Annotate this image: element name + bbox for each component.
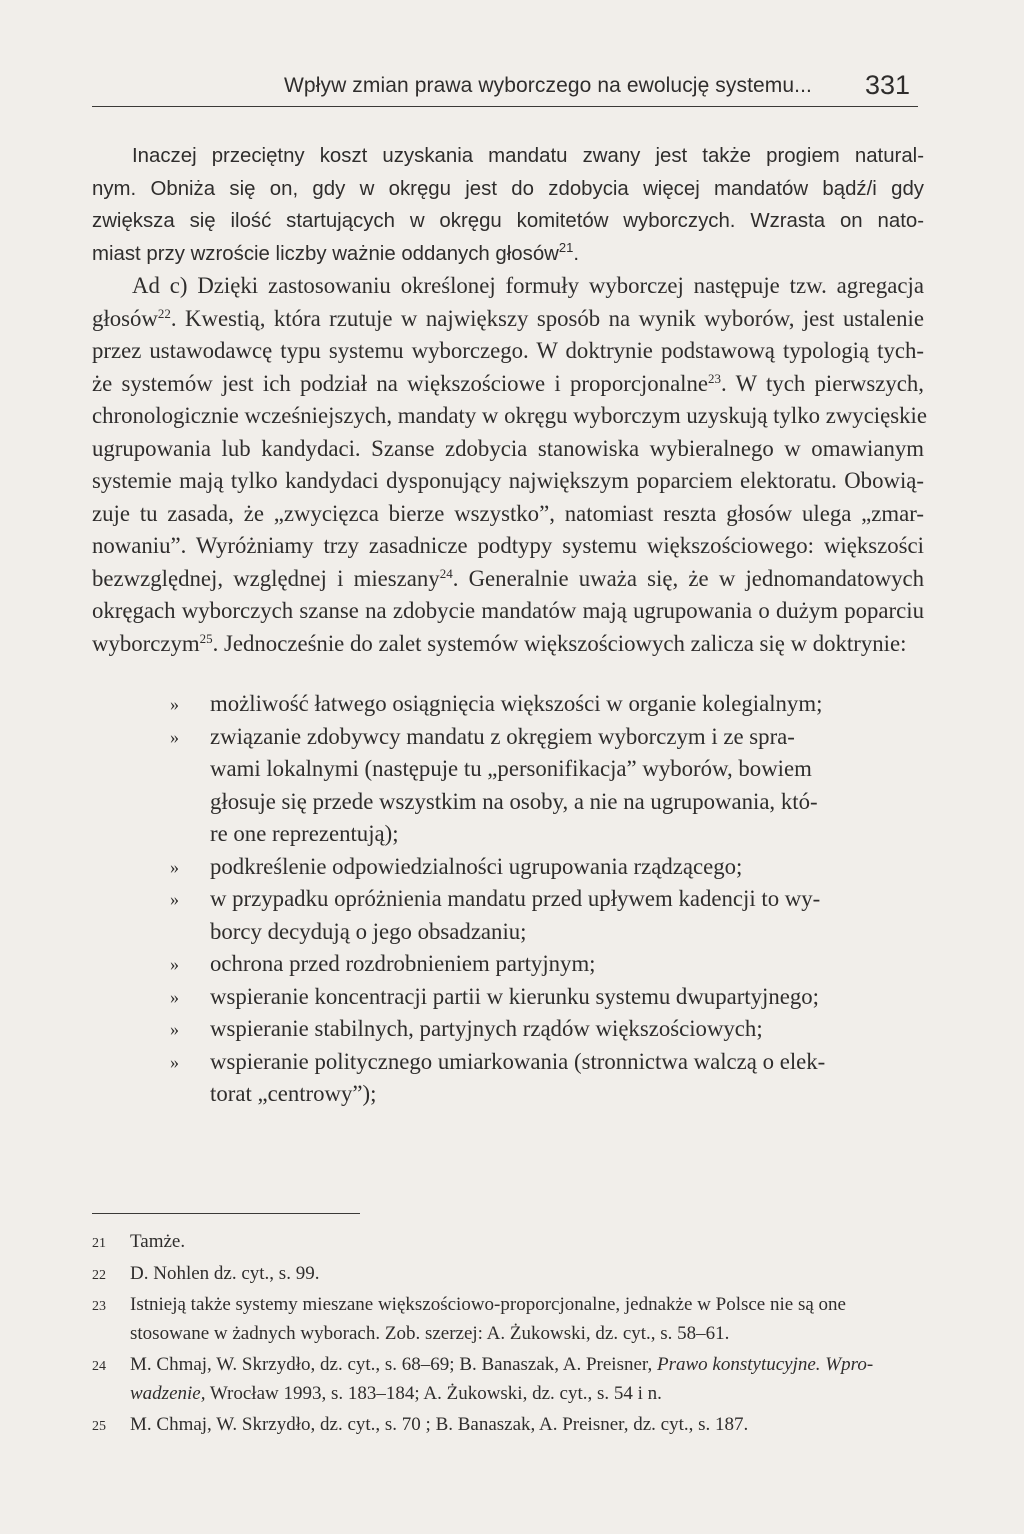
text-line: zwiększa się ilość startujących w okręgu komitetów wyborczych. Wzrasta on nato- xyxy=(92,210,924,232)
advantage-item xyxy=(170,851,850,884)
footnote-text: D. Nohlen dz. cyt., s. 99. xyxy=(130,1262,320,1284)
list-item-text: torat „centrowy”); xyxy=(210,1081,377,1106)
text-line: systemie mają tylko kandydaci dysponujący największym poparciem elektoratu. Obowią- xyxy=(92,468,924,493)
page-number: 331 xyxy=(864,70,910,100)
footnote-22 xyxy=(92,1260,922,1289)
footnote-ref[interactable]: 22 xyxy=(157,305,171,321)
bullet-marker: » xyxy=(170,1051,179,1072)
footnote-ref[interactable]: 21 xyxy=(558,239,574,255)
list-item-text: możliwość łatwego osiągnięcia większości w organie kolegialnym; xyxy=(210,691,823,716)
text-run: . Generalnie uważa się, że w jednomandatowych xyxy=(452,565,925,591)
text-run: . xyxy=(573,242,580,265)
footnote-text: M. Chmaj, W. Skrzydło, dz. cyt., s. 70 ; B. Banaszak, A. Preisner, dz. cyt., s. 187. xyxy=(130,1414,749,1435)
list-item-text: podkreślenie odpowiedzialności ugrupowania rządzącego; xyxy=(210,853,743,879)
text-line xyxy=(92,303,924,336)
advantage-item xyxy=(170,721,850,851)
main-text xyxy=(92,140,927,660)
text-run: głosów xyxy=(92,305,158,331)
footnote-number: 23 xyxy=(92,1299,106,1314)
footnote-number: 22 xyxy=(92,1267,106,1283)
footnote-text: Istnieją także systemy mieszane większościowo-proporcjonalne, jednakże w Polsce nie są one xyxy=(130,1294,846,1315)
text-line: okręgach wyborczych szanse na zdobycie mandatów mają ugrupowania o dużym poparciu xyxy=(92,598,924,623)
bullet-marker: » xyxy=(170,889,179,909)
advantage-item xyxy=(170,981,850,1014)
text-line: nym. Obniża się on, gdy w okręgu jest do zdobycia więcej mandatów bądź/i gdy xyxy=(92,177,924,200)
footnotes xyxy=(92,1228,922,1443)
footnote-ref[interactable]: 25 xyxy=(199,630,213,646)
text-line xyxy=(92,368,924,401)
footnote-23 xyxy=(92,1291,922,1348)
text-line: zuje tu zasada, że „zwycięzca bierze wszystko”, natomiast reszta głosów ulega „zmar- xyxy=(92,500,924,526)
bullet-marker: » xyxy=(170,1019,179,1039)
running-header xyxy=(92,66,918,107)
footnote-text: Tamże. xyxy=(130,1231,186,1252)
footnote-separator xyxy=(92,1213,360,1214)
bullet-marker: » xyxy=(170,986,179,1007)
text-line: Inaczej przeciętny koszt uzyskania mandatu zwany jest także progiem natural- xyxy=(132,145,924,167)
footnote-24 xyxy=(92,1351,922,1408)
text-run: bezwzględnej, względnej i mieszany xyxy=(92,565,440,591)
list-item-text: wspieranie stabilnych, partyjnych rządów większościowych; xyxy=(210,1016,763,1041)
list-item-text: borcy decydują o jego obsadzaniu; xyxy=(210,918,527,944)
running-title: Wpływ zmian prawa wyborczego na ewolucję systemu... xyxy=(284,74,812,97)
footnote-number: 24 xyxy=(92,1359,106,1374)
list-item-text: wspieranie politycznego umiarkowania (stronnictwa walczą o elek- xyxy=(210,1048,826,1074)
footnote-ref[interactable]: 24 xyxy=(439,565,453,581)
text-run: . W tych pierwszych, xyxy=(721,370,925,396)
book-title: wadzenie, xyxy=(130,1382,206,1404)
advantages-list xyxy=(170,688,850,1111)
paragraph-aggregation xyxy=(92,270,927,660)
list-item-text: wspieranie koncentracji partii w kierunku systemu dwupartyjnego; xyxy=(210,983,820,1009)
text-run: . Jednocześnie do zalet systemów większościowych zalicza się w doktrynie: xyxy=(212,630,907,656)
bullet-marker: » xyxy=(170,954,179,974)
advantage-item xyxy=(170,688,850,721)
bullet-marker: » xyxy=(170,856,179,877)
text-line xyxy=(92,628,924,661)
text-line: nowaniu”. Wyróżniamy trzy zasadnicze podtypy systemu większościowego: większości xyxy=(92,533,924,558)
list-item-text: głosuje się przede wszystkim na osoby, a nie na ugrupowania, któ- xyxy=(210,788,818,814)
list-item-text: re one reprezentują); xyxy=(210,821,399,846)
text-line: przez ustawodawcę typu systemu wyborczego. W doktrynie podstawową typologią tych- xyxy=(92,338,924,363)
footnote-text: stosowane w żadnych wyborach. Zob. szerzej: A. Żukowski, dz. cyt., s. 58–61. xyxy=(130,1322,730,1344)
list-item-text: ochrona przed rozdrobnieniem partyjnym; xyxy=(210,951,596,976)
advantage-item xyxy=(170,883,850,948)
footnote-text xyxy=(130,1351,922,1380)
bullet-marker: » xyxy=(170,694,179,714)
list-item-text: wami lokalnymi (następuje tu „personifikacja” wyborów, bowiem xyxy=(210,756,812,781)
text-run: wyborczym xyxy=(92,630,200,656)
text-line: Ad c) Dzięki zastosowaniu określonej formuły wyborczej następuje tzw. agregacja xyxy=(132,273,924,298)
bullet-marker: » xyxy=(170,726,179,747)
text-line: ugrupowania lub kandydaci. Szanse zdobycia stanowiska wybieralnego w omawianym xyxy=(92,435,924,461)
footnote-number: 21 xyxy=(92,1236,106,1251)
list-item-text: w przypadku opróżnienia mandatu przed upływem kadencji to wy- xyxy=(210,886,821,911)
footnote-25 xyxy=(92,1411,922,1440)
footnote-number: 25 xyxy=(92,1419,106,1434)
footnote-ref[interactable]: 23 xyxy=(708,370,722,386)
text-run: miast przy wzroście liczby ważnie oddanych głosów xyxy=(92,242,559,265)
text-line xyxy=(92,238,924,271)
footnote-text xyxy=(130,1380,922,1409)
text-line xyxy=(92,563,924,596)
advantage-item xyxy=(170,1013,850,1046)
text-run: że systemów jest ich podział na większościowe i proporcjonalne xyxy=(92,370,709,396)
text-run: Wrocław 1993, s. 183–184; A. Żukowski, dz. cyt., s. 54 i n. xyxy=(205,1382,662,1404)
text-run: M. Chmaj, W. Skrzydło, dz. cyt., s. 68–69; B. Banaszak, A. Preisner, xyxy=(130,1354,657,1375)
text-run: . Kwestią, która rzutuje w największy sposób na wynik wyborów, jest ustalenie xyxy=(170,305,924,331)
text-line: chronologicznie wcześniejszych, mandaty w okręgu wyborczym uzyskują tylko zwycięskie xyxy=(92,403,927,428)
footnote-21 xyxy=(92,1228,922,1257)
list-item-text: związanie zdobywcy mandatu z okręgiem wyborczym i ze spra- xyxy=(210,723,795,749)
advantage-item xyxy=(170,948,850,981)
paragraph-natural-threshold xyxy=(92,140,924,270)
advantage-item xyxy=(170,1046,850,1111)
book-title: Prawo konstytucyjne. Wpro- xyxy=(656,1354,874,1375)
